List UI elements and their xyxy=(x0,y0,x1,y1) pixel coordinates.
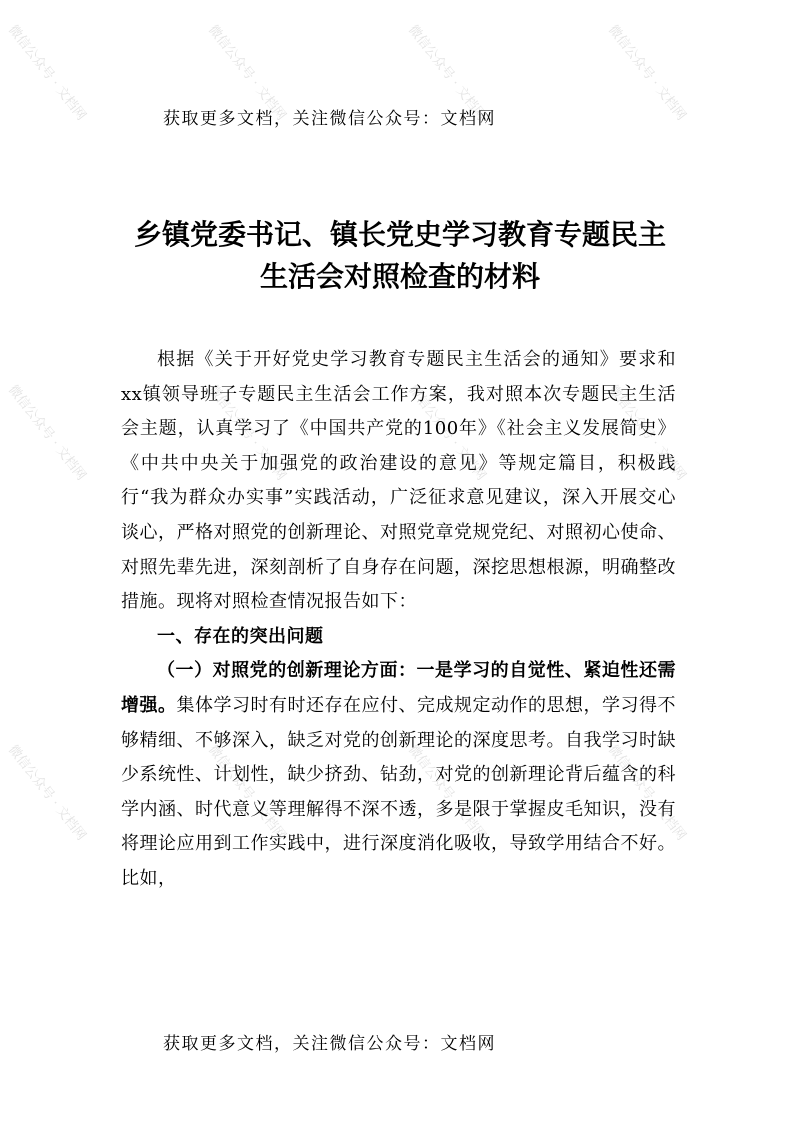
watermark: 微信公众号 · 文档网 xyxy=(605,22,689,124)
title-line-2: 生活会对照检查的材料 xyxy=(259,260,540,293)
subsection-paragraph xyxy=(121,654,676,896)
document-title xyxy=(100,214,700,298)
section-heading: 一、存在的突出问题 xyxy=(157,625,324,647)
watermark: 微信公众号 · 文档网 xyxy=(605,742,689,844)
subsection-text: 集体学习时有时还存在应付、完成规定动作的思想，学习得不够精细、不够深入，缺乏对党的创新理论的深度思考。自我学习时缺少系统性、计划性，缺少挤劲、钻劲，对党的创新理论背后蕴含的科学内涵、时代意义等理解得不深不透，多是限于掌握皮毛知识，没有将理论应用到工作实践中，进行深度消化吸收，导致学用结合不好。比如， xyxy=(121,694,676,889)
page-header: 获取更多文档，关注微信公众号：文档网 xyxy=(163,109,496,129)
title-line-1: 乡镇党委书记、镇长党史学习教育专题民主 xyxy=(133,218,666,251)
watermark: 微信公众号 · 文档网 xyxy=(205,742,289,844)
watermark: 微信公众号 · 文档网 xyxy=(205,22,289,124)
watermark: 微信公众号 · 文档网 xyxy=(5,22,89,124)
watermark: 微信公众号 · 文档网 xyxy=(405,382,489,484)
intro-paragraph: 根据《关于开好党史学习教育专题民主生活会的通知》要求和xx镇领导班子专题民主生活会工作方案，我对照本次专题民主生活会主题，认真学习了《中国共产党的100年》《社会主义发展简史》《中共中央关于加强党的政治建设的意见》等规定篇目，积极践行“我为群众办实事”实践活动，广泛征求意见建议，深入开展交心谈心，严格对照党的创新理论、对照党章党规党纪、对照初心使命、对照先辈先进，深刻剖析了自身存在问题，深挖思想根源，明确整改措施。现将对照检查情况报告如下： xyxy=(121,349,676,613)
watermark: 微信公众号 · 文档网 xyxy=(5,382,89,484)
document-body xyxy=(121,343,676,897)
watermark: 微信公众号 · 文档网 xyxy=(5,742,89,844)
watermark: 微信公众号 · 文档网 xyxy=(405,742,489,844)
page-footer: 获取更多文档，关注微信公众号：文档网 xyxy=(163,1034,496,1054)
subsection-heading: （一）对照党的创新理论方面：一是学习的自觉性、紧迫性还需增强。 xyxy=(121,660,676,716)
watermark: 微信公众号 · 文档网 xyxy=(405,22,489,124)
watermark: 微信公众号 · 文档网 xyxy=(605,382,689,484)
watermark: 微信公众号 · 文档网 xyxy=(205,382,289,484)
